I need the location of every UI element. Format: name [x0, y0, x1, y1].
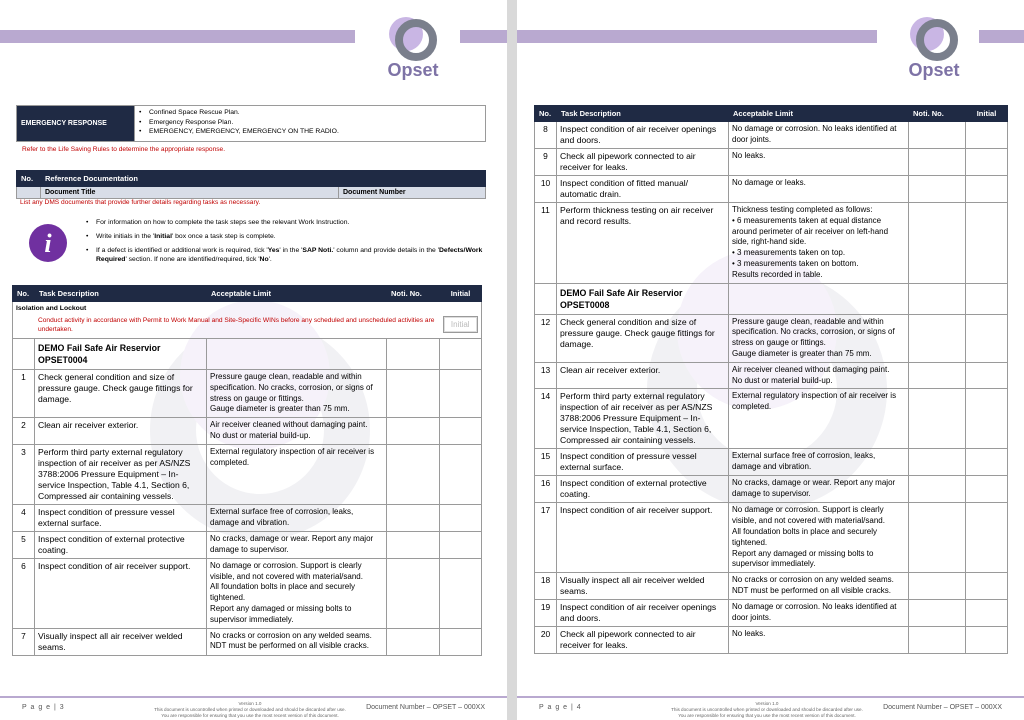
- col-initial: Initial: [440, 286, 482, 302]
- table-row: [13, 370, 482, 418]
- initial-cell[interactable]: [966, 389, 1008, 449]
- acceptable-limit: Thickness testing completed as follows: • 6 measurements taken at equal distance around perimeter of air receiver on left-hand side, right-hand side. • 3 measurements taken on top. • 3 measurements taken on bottom. Results recorded in table.: [729, 203, 909, 284]
- noti-number-cell[interactable]: [387, 370, 440, 418]
- task-number: 17: [535, 503, 557, 573]
- noti-number-cell[interactable]: [909, 389, 966, 449]
- table-row: [535, 449, 1008, 476]
- table-row: [535, 600, 1008, 627]
- acceptable-limit: External regulatory inspection of air receiver is completed.: [207, 444, 387, 504]
- initial-cell[interactable]: [966, 149, 1008, 176]
- footer-left: [0, 696, 507, 720]
- task-description: Perform third party external regulatory inspection of air receiver as per AS/NZS 3788:2006 Pressure Equipment – In-service Inspection, Table 4.1, Section 6, Compressed air containing vessels.: [35, 444, 207, 504]
- svg-text:i: i: [44, 229, 52, 258]
- task-table-right: [534, 105, 1008, 654]
- table-row: [535, 203, 1008, 284]
- col-task: Task Description: [557, 106, 729, 122]
- col-task: Task Description: [35, 286, 207, 302]
- initial-cell[interactable]: [440, 444, 482, 504]
- list-item: • EMERGENCY, EMERGENCY, EMERGENCY ON THE RADIO.: [139, 127, 481, 137]
- acceptable-limit: No leaks.: [729, 149, 909, 176]
- task-number: 6: [13, 558, 35, 628]
- noti-number-cell[interactable]: [909, 314, 966, 362]
- acceptable-limit: No damage or corrosion. Support is clearly visible, and not covered with material/sand. All foundation bolts in place and securely tightened. Report any damaged or missing bolts to supervisor immediately.: [207, 558, 387, 628]
- task-description: Inspect condition of air receiver support.: [35, 558, 207, 628]
- initial-cell[interactable]: [440, 370, 482, 418]
- section-code: OPSET0008: [560, 299, 610, 310]
- task-description: Inspect condition of pressure vessel external surface.: [35, 504, 207, 531]
- acceptable-limit: No damage or corrosion. No leaks identified at door joints.: [729, 122, 909, 149]
- table-row: [13, 444, 482, 504]
- header-band-right: [460, 30, 507, 43]
- reference-note: List any DMS documents that provide further details regarding tasks as necessary.: [20, 199, 261, 206]
- task-number: 2: [13, 418, 35, 445]
- header-band-left: [517, 30, 877, 43]
- noti-number-cell[interactable]: [387, 418, 440, 445]
- task-number: 11: [535, 203, 557, 284]
- task-description: Check all pipework connected to air receiver for leaks.: [557, 627, 729, 654]
- emergency-response-table: [16, 105, 486, 142]
- initial-cell[interactable]: [440, 531, 482, 558]
- acceptable-limit: No cracks, damage or wear. Report any major damage to supervisor.: [729, 476, 909, 503]
- table-row: [535, 476, 1008, 503]
- noti-number-cell[interactable]: [909, 362, 966, 389]
- task-description: Visually inspect all air receiver welded seams.: [35, 628, 207, 655]
- table-row: [13, 628, 482, 655]
- task-number: 5: [13, 531, 35, 558]
- col-no: No.: [535, 106, 557, 122]
- initial-cell[interactable]: [966, 573, 1008, 600]
- section-title: DEMO Fail Safe Air Reservior: [38, 343, 161, 353]
- initial-cell[interactable]: [966, 203, 1008, 284]
- task-description: Inspect condition of pressure vessel external surface.: [557, 449, 729, 476]
- col-noti: Noti. No.: [387, 286, 440, 302]
- reference-table: [16, 170, 486, 199]
- task-number: 10: [535, 176, 557, 203]
- reference-sub-title: Document Title: [41, 187, 339, 199]
- initial-cell[interactable]: [966, 362, 1008, 389]
- emergency-list: [139, 108, 481, 137]
- noti-number-cell[interactable]: [909, 149, 966, 176]
- acceptable-limit: No cracks or corrosion on any welded seams. NDT must be performed on all visible cracks.: [729, 573, 909, 600]
- noti-number-cell[interactable]: [909, 122, 966, 149]
- acceptable-limit: Pressure gauge clean, readable and within specification. No cracks, corrosion, or signs of stress on gauge or fittings. Gauge diameter is greater than 75 mm.: [207, 370, 387, 418]
- acceptable-limit: Pressure gauge clean, readable and within specification. No cracks, corrosion, or signs of stress on gauge or fittings. Gauge diameter is greater than 75 mm.: [729, 314, 909, 362]
- list-item: • Emergency Response Plan.: [139, 118, 481, 128]
- noti-number-cell[interactable]: [909, 476, 966, 503]
- initial-cell[interactable]: [966, 449, 1008, 476]
- document-number: Document Number – OPSET – 000XX: [366, 704, 485, 711]
- task-description: Check all pipework connected to air receiver for leaks.: [557, 149, 729, 176]
- noti-number-cell[interactable]: [909, 503, 966, 573]
- acceptable-limit: External surface free of corrosion, leaks, damage and vibration.: [207, 504, 387, 531]
- acceptable-limit: Air receiver cleaned without damaging paint. No dust or material build-up.: [729, 362, 909, 389]
- footer-disclaimer: Version 1.0 This document is uncontrolled when printed or downloaded and should be discarded after use. You are responsible for ensuring that you use the most recent version of this document.: [154, 701, 346, 718]
- task-number: 16: [535, 476, 557, 503]
- noti-number-cell[interactable]: [909, 203, 966, 284]
- header-band-left: [0, 30, 355, 43]
- noti-number-cell[interactable]: [909, 573, 966, 600]
- table-row: [535, 314, 1008, 362]
- acceptable-limit: No damage or corrosion. Support is clearly visible, and not covered with material/sand. All foundation bolts in place and securely tightened. Report any damaged or missing bolts to supervisor immediately.: [729, 503, 909, 573]
- task-description: Inspect condition of external protective coating.: [35, 531, 207, 558]
- task-description: Visually inspect all air receiver welded seams.: [557, 573, 729, 600]
- task-number: 18: [535, 573, 557, 600]
- table-row: [13, 504, 482, 531]
- task-rows-left: [13, 370, 482, 656]
- info-icon: [28, 223, 68, 263]
- table-row: [535, 573, 1008, 600]
- opset-logo-text: Opset: [908, 60, 960, 80]
- footer-disclaimer: Version 1.0 This document is uncontrolled when printed or downloaded and should be discarded after use. You are responsible for ensuring that you use the most recent version of this document.: [671, 701, 863, 718]
- task-rows-right-a: [535, 122, 1008, 284]
- task-description: Inspect condition of air receiver openings and doors.: [557, 122, 729, 149]
- noti-number-cell[interactable]: [909, 176, 966, 203]
- table-row: [535, 362, 1008, 389]
- col-limit: Acceptable Limit: [207, 286, 387, 302]
- task-number: 13: [535, 362, 557, 389]
- initial-cell[interactable]: [966, 627, 1008, 654]
- noti-number-cell[interactable]: [909, 627, 966, 654]
- noti-number-cell[interactable]: [387, 558, 440, 628]
- reference-sub-number: Document Number: [339, 187, 486, 199]
- task-number: 12: [535, 314, 557, 362]
- task-description: Check general condition and size of pressure gauge. Check gauge fittings for damage.: [35, 370, 207, 418]
- acceptable-limit: External regulatory inspection of air receiver is completed.: [729, 389, 909, 449]
- task-number: 4: [13, 504, 35, 531]
- initial-cell[interactable]: [440, 418, 482, 445]
- reference-col-title: Reference Documentation: [41, 171, 486, 187]
- task-number: 20: [535, 627, 557, 654]
- col-initial: Initial: [966, 106, 1008, 122]
- task-number: 3: [13, 444, 35, 504]
- section-title: DEMO Fail Safe Air Reservior: [560, 287, 683, 298]
- task-table-left: [12, 285, 482, 656]
- isolation-text: Conduct activity in accordance with Permit to Work Manual and Site-Specific WINs before any scheduled and unscheduled activities are undertaken.: [38, 317, 435, 333]
- noti-number-cell[interactable]: [387, 628, 440, 655]
- initial-cell[interactable]: [966, 122, 1008, 149]
- col-no: No.: [13, 286, 35, 302]
- header-band-right: [979, 30, 1024, 43]
- task-description: Perform third party external regulatory inspection of air receiver as per AS/NZS 3788:2006 Pressure Equipment – In-service Inspection, Table 4.1, Section 6, Compressed air containing vessels.: [557, 389, 729, 449]
- reference-col-no: No.: [17, 171, 41, 187]
- table-row: [535, 149, 1008, 176]
- table-row: [535, 627, 1008, 654]
- acceptable-limit: No damage or leaks.: [729, 176, 909, 203]
- acceptable-limit: No damage or corrosion. No leaks identified at door joints.: [729, 600, 909, 627]
- initial-cell[interactable]: [440, 628, 482, 655]
- isolation-title: Isolation and Lockout: [16, 305, 87, 312]
- document-number: Document Number – OPSET – 000XX: [883, 704, 1002, 711]
- table-row: [535, 389, 1008, 449]
- acceptable-limit: Air receiver cleaned without damaging paint. No dust or material build-up.: [207, 418, 387, 445]
- opset-logo-text: Opset: [387, 60, 439, 80]
- emergency-label: EMERGENCY RESPONSE: [17, 106, 135, 142]
- acceptable-limit: No cracks, damage or wear. Report any major damage to supervisor.: [207, 531, 387, 558]
- task-description: Inspect condition of external protective coating.: [557, 476, 729, 503]
- table-row: [13, 558, 482, 628]
- task-description: Inspect condition of air receiver support.: [557, 503, 729, 573]
- noti-number-cell[interactable]: [387, 531, 440, 558]
- task-description: Clean air receiver exterior.: [557, 362, 729, 389]
- acceptable-limit: No leaks.: [729, 627, 909, 654]
- table-row: [13, 418, 482, 445]
- task-number: 8: [535, 122, 557, 149]
- initial-cell[interactable]: [966, 600, 1008, 627]
- task-rows-right-b: [535, 314, 1008, 654]
- page-4: [517, 0, 1024, 720]
- noti-number-cell[interactable]: [909, 600, 966, 627]
- acceptable-limit: No cracks or corrosion on any welded seams. NDT must be performed on all visible cracks.: [207, 628, 387, 655]
- task-description: Perform thickness testing on air receiver and record results.: [557, 203, 729, 284]
- footer-right: [517, 696, 1024, 720]
- info-list: [86, 218, 486, 264]
- task-number: 7: [13, 628, 35, 655]
- initial-cell[interactable]: [440, 504, 482, 531]
- table-row: [535, 122, 1008, 149]
- task-number: 19: [535, 600, 557, 627]
- acceptable-limit: External surface free of corrosion, leaks, damage and vibration.: [729, 449, 909, 476]
- initial-cell[interactable]: [966, 503, 1008, 573]
- list-item: • Write initials in the 'Initial' box once a task step is complete.: [86, 232, 486, 241]
- page-gutter: [507, 0, 517, 720]
- page-number: P a g e | 3: [22, 704, 65, 711]
- emergency-note: Refer to the Life Saving Rules to determine the appropriate response.: [22, 146, 226, 153]
- noti-number-cell[interactable]: [909, 449, 966, 476]
- initial-cell[interactable]: [966, 314, 1008, 362]
- page-3: [0, 0, 507, 720]
- task-number: 1: [13, 370, 35, 418]
- task-number: 14: [535, 389, 557, 449]
- initial-cell[interactable]: [440, 558, 482, 628]
- task-description: Inspect condition of air receiver openings and doors.: [557, 600, 729, 627]
- list-item: • For information on how to complete the task steps see the relevant Work Instruction.: [86, 218, 486, 227]
- col-limit: Acceptable Limit: [729, 106, 909, 122]
- task-description: Clean air receiver exterior.: [35, 418, 207, 445]
- initial-cell[interactable]: [966, 476, 1008, 503]
- noti-number-cell[interactable]: [387, 504, 440, 531]
- list-item: • If a defect is identified or additional work is required, tick 'Yes' in the 'SAP Noti.' column and provide details in the 'Defects/Work Required' section. If none are identified/required, tick 'No'.: [86, 246, 486, 264]
- task-number: 15: [535, 449, 557, 476]
- page-number: P a g e | 4: [539, 704, 582, 711]
- section-code: OPSET0004: [38, 355, 88, 365]
- isolation-initial-box[interactable]: Initial: [443, 316, 479, 333]
- task-description: Check general condition and size of pressure gauge. Check gauge fittings for damage.: [557, 314, 729, 362]
- noti-number-cell[interactable]: [387, 444, 440, 504]
- table-row: [13, 531, 482, 558]
- col-noti: Noti. No.: [909, 106, 966, 122]
- task-description: Inspect condition of fitted manual/ automatic drain.: [557, 176, 729, 203]
- list-item: • Confined Space Rescue Plan.: [139, 108, 481, 118]
- initial-cell[interactable]: [966, 176, 1008, 203]
- table-row: [535, 503, 1008, 573]
- task-number: 9: [535, 149, 557, 176]
- table-row: [535, 176, 1008, 203]
